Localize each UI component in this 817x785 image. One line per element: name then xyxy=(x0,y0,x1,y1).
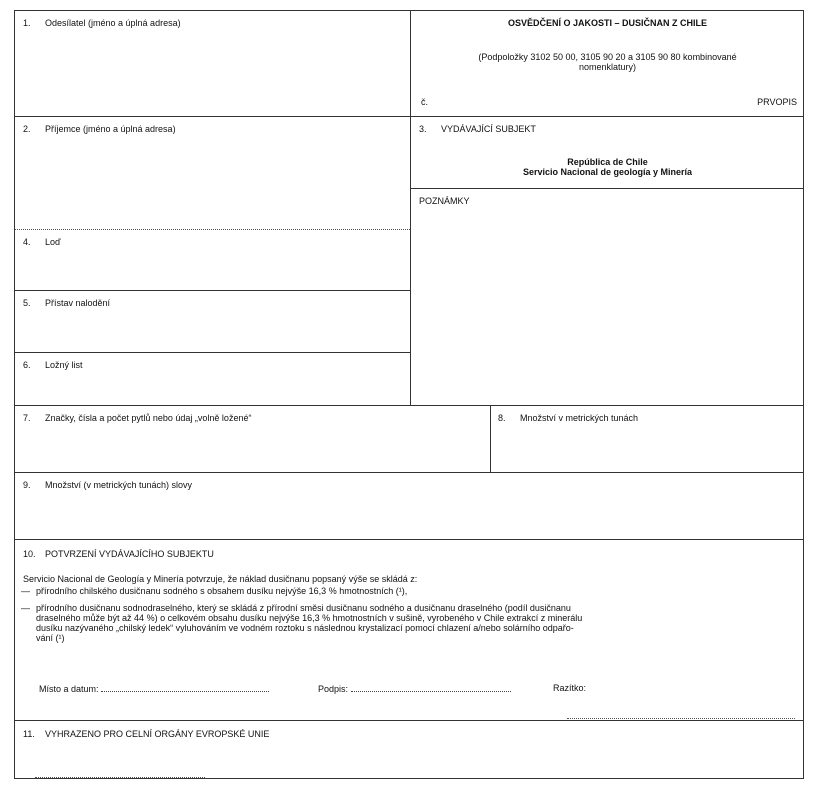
issuing-body-label: VYDÁVAJÍCÍ SUBJEKT xyxy=(441,124,536,134)
bill-of-lading-box[interactable] xyxy=(15,352,410,405)
stamp-line xyxy=(567,718,795,719)
field-number: 3. xyxy=(419,124,427,134)
list-dash: — xyxy=(21,603,30,613)
subheadings-line2: nomenklatury) xyxy=(578,62,637,72)
original-copy-label: PRVOPIS xyxy=(757,97,797,107)
signature-field[interactable] xyxy=(318,683,511,694)
field-number: 4. xyxy=(23,237,31,247)
bill-of-lading-label: Ložný list xyxy=(45,360,83,370)
consignee-box[interactable] xyxy=(15,116,410,229)
field-number: 11. xyxy=(23,729,35,739)
field-number: 8. xyxy=(498,413,506,423)
issuing-body-box xyxy=(410,116,803,188)
certificate-title: OSVĚDČENÍ O JAKOSTI – DUSIČNAN Z CHILE xyxy=(507,18,708,28)
signature-label: Podpis: xyxy=(318,684,349,694)
quantity-words-label: Množství (v metrických tunách) slovy xyxy=(45,480,193,490)
certificate-form xyxy=(14,10,804,779)
signature-line[interactable] xyxy=(351,683,511,692)
header-box xyxy=(410,11,803,116)
issuing-agency: Servicio Nacional de geología y Minería xyxy=(522,167,693,177)
eu-customs-box[interactable] xyxy=(15,720,803,778)
issuing-country: República de Chile xyxy=(567,157,648,167)
eu-customs-line xyxy=(35,777,205,778)
remarks-box[interactable] xyxy=(410,188,803,405)
quantity-label: Množství v metrických tunách xyxy=(520,413,639,423)
field-number: 1. xyxy=(23,18,31,28)
item-potassic-sodium-nitrate: přírodního dusičnanu sodnodraselného, který se skládá z přírodní směsi dusičnanu sodného a dusičnanu draselného (podíl dusičnanu draselného může být až 44 %) o celkovém obsahu dusíku nejvýše 16,3 % hmotnostních v sušině, vyrobeného v Chile extrakcí z minerálu dusíku nazývaného „chilský ledek“ vyluhováním ve vodném roztoku s následnou krystalizací pomocí chlazení a/nebo solárního odpařo- vání (¹) xyxy=(36,603,583,643)
field-number: 7. xyxy=(23,413,31,423)
remarks-label: POZNÁMKY xyxy=(419,196,470,206)
place-date-label: Místo a datum: xyxy=(39,684,99,694)
marks-box[interactable] xyxy=(15,405,490,472)
field-number: 10. xyxy=(23,549,36,559)
quantity-words-box[interactable] xyxy=(15,472,803,539)
field-number: 6. xyxy=(23,360,31,370)
vessel-label: Loď xyxy=(45,237,61,247)
item-sodium-nitrate: přírodního chilského dusičnanu sodného s obsahem dusíku nejvýše 16,3 % hmotnostních (¹), xyxy=(36,586,408,596)
port-of-loading-box[interactable] xyxy=(15,290,410,352)
stamp-label: Razítko: xyxy=(553,683,587,693)
consignee-label: Příjemce (jméno a úplná adresa) xyxy=(45,124,176,134)
port-of-loading-label: Přístav nalodění xyxy=(45,298,111,308)
certification-intro: Servicio Nacional de Geología y Minería potvrzuje, že náklad dusičnanu popsaný výše se skládá z: xyxy=(23,574,418,584)
certification-box xyxy=(15,539,803,720)
sender-box[interactable] xyxy=(15,11,410,116)
certification-label: POTVRZENÍ VYDÁVAJÍCÍHO SUBJEKTU xyxy=(45,549,214,559)
sender-label: Odesílatel (jméno a úplná adresa) xyxy=(45,18,181,28)
place-date-field[interactable] xyxy=(39,683,269,694)
list-dash: — xyxy=(21,586,30,596)
field-number: 2. xyxy=(23,124,31,134)
vessel-box[interactable] xyxy=(15,229,410,290)
subheadings-line1: (Podpoložky 3102 50 00, 3105 90 20 a 3105 90 80 kombinované xyxy=(478,52,737,62)
field-number: 9. xyxy=(23,480,31,490)
place-date-line[interactable] xyxy=(101,683,269,692)
quantity-box[interactable] xyxy=(490,405,803,472)
eu-customs-label: VYHRAZENO PRO CELNÍ ORGÁNY EVROPSKÉ UNIE xyxy=(45,729,270,739)
marks-label: Značky, čísla a počet pytlů nebo údaj „volně ložené“ xyxy=(45,413,252,423)
number-label: č. xyxy=(421,97,429,107)
field-number: 5. xyxy=(23,298,31,308)
